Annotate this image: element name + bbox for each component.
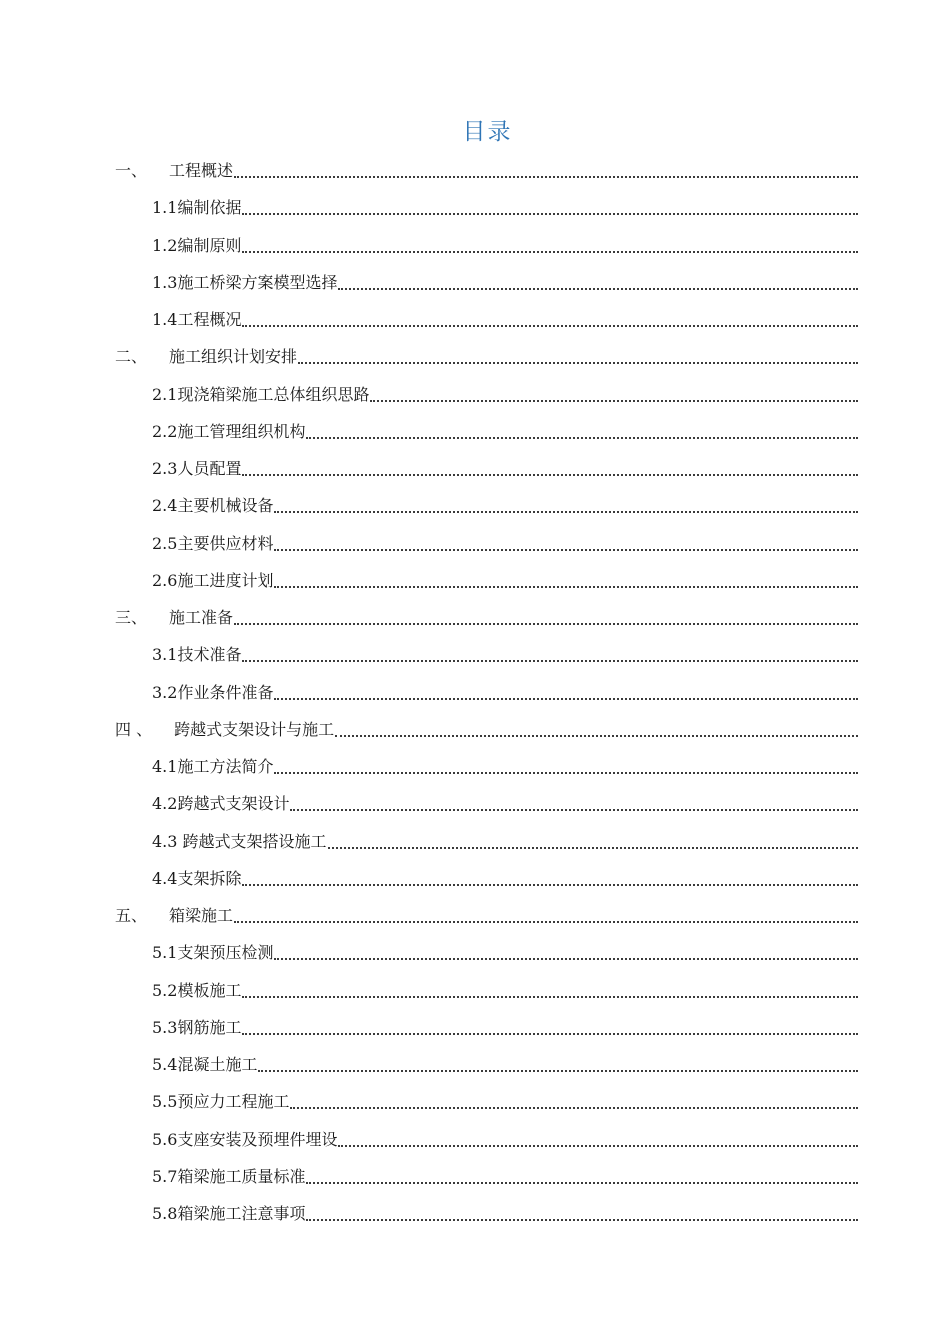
toc-entry-number: 1.1 bbox=[152, 198, 178, 218]
toc-dot-leader bbox=[274, 496, 858, 516]
toc-entry-label: 箱梁施工 bbox=[169, 906, 234, 925]
toc-entry-label: 编制依据 bbox=[177, 198, 242, 218]
toc-dot-leader bbox=[338, 273, 858, 293]
toc-entry-number: 2.3 bbox=[152, 459, 178, 478]
toc-title: 目录 bbox=[462, 119, 513, 145]
toc-entry-number: 2.5 bbox=[152, 533, 178, 553]
toc-entry-label: 混凝土施工 bbox=[177, 1055, 258, 1074]
toc-entry-label: 人员配置 bbox=[177, 459, 242, 478]
toc-entry-number: 2.6 bbox=[152, 570, 178, 590]
toc-dot-leader bbox=[258, 1055, 858, 1075]
toc-section-entry[interactable] bbox=[152, 975, 858, 1001]
toc-dot-leader bbox=[335, 720, 858, 740]
toc-entry-text bbox=[152, 757, 274, 777]
toc-entry-number: 5.3 bbox=[152, 1017, 178, 1037]
toc-dot-leader bbox=[274, 683, 858, 703]
toc-entry-number: 5.2 bbox=[152, 980, 178, 1000]
toc-dot-leader bbox=[274, 757, 858, 777]
toc-entry-number: 5.1 bbox=[152, 943, 178, 963]
toc-entry-number: 4.4 bbox=[152, 868, 178, 888]
toc-entry-label: 现浇箱梁施工总体组织思路 bbox=[177, 384, 370, 404]
toc-entry-text bbox=[152, 943, 274, 963]
toc-chapter-entry[interactable] bbox=[115, 602, 858, 628]
toc-entry-label: 施工方法简介 bbox=[177, 757, 274, 776]
toc-entry-text bbox=[152, 1204, 306, 1224]
toc-dot-leader bbox=[242, 645, 858, 665]
toc-entry-label: 预应力工程施工 bbox=[177, 1092, 290, 1112]
toc-entry-text bbox=[115, 161, 234, 181]
toc-section-entry[interactable] bbox=[152, 379, 858, 405]
toc-entry-label: 钢筋施工 bbox=[177, 1017, 242, 1037]
toc-entry-number: 5.6 bbox=[152, 1129, 178, 1149]
toc-dot-leader bbox=[370, 385, 858, 405]
toc-entry-text bbox=[152, 683, 274, 703]
toc-dot-leader bbox=[274, 943, 858, 963]
toc-entry-label: 箱梁施工注意事项 bbox=[177, 1204, 306, 1223]
toc-entry-text bbox=[115, 347, 298, 367]
toc-entry-text bbox=[152, 459, 242, 479]
toc-entry-number: 1.3 bbox=[152, 272, 178, 292]
toc-section-entry[interactable] bbox=[152, 863, 858, 889]
toc-entry-text bbox=[152, 869, 242, 889]
toc-dot-leader bbox=[290, 1092, 858, 1112]
toc-entry-label: 跨越式支架搭设施工 bbox=[182, 831, 327, 851]
toc-section-entry[interactable] bbox=[152, 826, 858, 852]
toc-dot-leader bbox=[290, 794, 858, 814]
toc-entry-number: 4.2 bbox=[152, 794, 178, 814]
toc-entry-label: 跨越式支架设计 bbox=[177, 794, 290, 814]
toc-entry-number: 4.3 bbox=[152, 831, 183, 851]
toc-entry-text bbox=[152, 1055, 258, 1075]
toc-entry-label: 编制原则 bbox=[177, 235, 242, 255]
toc-entry-label: 支架预压检测 bbox=[177, 943, 274, 963]
toc-section-entry[interactable] bbox=[152, 230, 858, 256]
toc-entry-label: 主要供应材料 bbox=[177, 533, 274, 553]
toc-entry-text bbox=[152, 236, 242, 256]
toc-entry-number: 二、 bbox=[115, 347, 148, 367]
toc-entry-number: 5.8 bbox=[152, 1204, 178, 1223]
toc-entry-number: 四 、 bbox=[115, 719, 153, 739]
toc-entry-label: 施工准备 bbox=[169, 608, 234, 627]
toc-entry-text bbox=[152, 832, 328, 852]
toc-dot-leader bbox=[242, 310, 858, 330]
toc-section-entry[interactable] bbox=[152, 1161, 858, 1187]
toc-section-entry[interactable] bbox=[152, 304, 858, 330]
toc-section-entry[interactable] bbox=[152, 937, 858, 963]
toc-dot-leader bbox=[274, 571, 858, 591]
toc-section-entry[interactable] bbox=[152, 1049, 858, 1075]
toc-entry-label: 模板施工 bbox=[177, 980, 242, 1000]
toc-dot-leader bbox=[234, 608, 858, 628]
toc-entry-label: 施工进度计划 bbox=[177, 570, 274, 590]
toc-entry-label: 工程概述 bbox=[169, 161, 234, 180]
toc-section-entry[interactable] bbox=[152, 528, 858, 554]
toc-section-entry[interactable] bbox=[152, 1124, 858, 1150]
toc-dot-leader bbox=[242, 1018, 858, 1038]
toc-dot-leader bbox=[234, 906, 858, 926]
toc-section-entry[interactable] bbox=[152, 192, 858, 218]
toc-chapter-entry[interactable] bbox=[115, 155, 858, 181]
toc-entry-number: 2.2 bbox=[152, 421, 178, 441]
toc-entry-text bbox=[152, 981, 242, 1001]
toc-dot-leader bbox=[242, 459, 858, 479]
toc-section-entry[interactable] bbox=[152, 677, 858, 703]
toc-section-entry[interactable] bbox=[152, 267, 858, 293]
toc-entry-label: 施工桥梁方案模型选择 bbox=[177, 272, 338, 292]
toc-entry-number: 3.1 bbox=[152, 645, 178, 665]
toc-section-entry[interactable] bbox=[152, 416, 858, 442]
toc-entry-number: 1.2 bbox=[152, 235, 178, 255]
toc-entry-number: 2.4 bbox=[152, 496, 178, 516]
toc-dot-leader bbox=[298, 347, 858, 367]
toc-section-entry[interactable] bbox=[152, 639, 858, 665]
toc-entry-number: 五、 bbox=[115, 906, 148, 925]
toc-entry-text bbox=[152, 198, 242, 218]
toc-section-entry[interactable] bbox=[152, 1086, 858, 1112]
toc-entry-text bbox=[152, 645, 242, 665]
toc-entry-number: 一、 bbox=[115, 161, 148, 180]
toc-dot-leader bbox=[242, 869, 858, 889]
toc-entry-text bbox=[152, 1018, 242, 1038]
toc-entry-number: 3.2 bbox=[152, 682, 178, 702]
toc-entry-text bbox=[152, 1092, 290, 1112]
toc-entry-number: 2.1 bbox=[152, 384, 178, 404]
toc-entry-label: 施工组织计划安排 bbox=[169, 347, 298, 367]
toc-entry-label: 工程概况 bbox=[177, 310, 242, 329]
toc-section-entry[interactable] bbox=[152, 788, 858, 814]
toc-entry-text bbox=[152, 310, 242, 330]
toc-entry-text bbox=[152, 273, 338, 293]
toc-dot-leader bbox=[306, 1204, 858, 1224]
toc-entry-text bbox=[115, 720, 335, 740]
toc-entry-label: 支架拆除 bbox=[177, 868, 242, 888]
toc-entry-label: 跨越式支架设计与施工 bbox=[174, 719, 335, 739]
toc-dot-leader bbox=[242, 198, 858, 218]
toc-section-entry[interactable] bbox=[152, 1012, 858, 1038]
toc-chapter-entry[interactable] bbox=[115, 900, 858, 926]
toc-entry-number: 三、 bbox=[115, 608, 148, 627]
toc-entry-text bbox=[152, 534, 274, 554]
toc-dot-leader bbox=[274, 534, 858, 554]
toc-section-entry[interactable] bbox=[152, 490, 858, 516]
toc-chapter-entry[interactable] bbox=[115, 341, 858, 367]
toc-entry-number: 1.4 bbox=[152, 310, 178, 329]
toc-chapter-entry[interactable] bbox=[115, 714, 858, 740]
toc-dot-leader bbox=[338, 1130, 858, 1150]
toc-entry-text bbox=[152, 496, 274, 516]
toc-entry-text bbox=[152, 571, 274, 591]
toc-entry-number: 5.4 bbox=[152, 1055, 178, 1074]
toc-dot-leader bbox=[328, 832, 858, 852]
toc-dot-leader bbox=[306, 422, 858, 442]
toc-dot-leader bbox=[242, 981, 858, 1001]
toc-section-entry[interactable] bbox=[152, 751, 858, 777]
toc-section-entry[interactable] bbox=[152, 453, 858, 479]
toc-entry-label: 支座安装及预埋件埋设 bbox=[177, 1129, 338, 1149]
toc-dot-leader bbox=[306, 1167, 858, 1187]
toc-dot-leader bbox=[242, 236, 858, 256]
toc-entry-label: 技术准备 bbox=[177, 645, 242, 665]
toc-entry-text bbox=[115, 906, 234, 926]
toc-entry-text bbox=[152, 1167, 306, 1187]
toc-section-entry[interactable] bbox=[152, 565, 858, 591]
toc-entry-text bbox=[152, 794, 290, 814]
toc-entry-text bbox=[152, 385, 370, 405]
toc-section-entry[interactable] bbox=[152, 1198, 858, 1224]
toc-entry-number: 4.1 bbox=[152, 757, 178, 776]
toc-entry-label: 施工管理组织机构 bbox=[177, 421, 306, 441]
toc-entry-label: 箱梁施工质量标准 bbox=[177, 1166, 306, 1186]
toc-entry-text bbox=[115, 608, 234, 628]
toc-dot-leader bbox=[234, 161, 858, 181]
toc-entry-number: 5.5 bbox=[152, 1092, 178, 1112]
toc-entry-label: 主要机械设备 bbox=[177, 496, 274, 516]
toc-entry-text bbox=[152, 422, 306, 442]
toc-entry-text bbox=[152, 1130, 338, 1150]
toc-entry-label: 作业条件准备 bbox=[177, 682, 274, 702]
toc-entry-number: 5.7 bbox=[152, 1166, 178, 1186]
